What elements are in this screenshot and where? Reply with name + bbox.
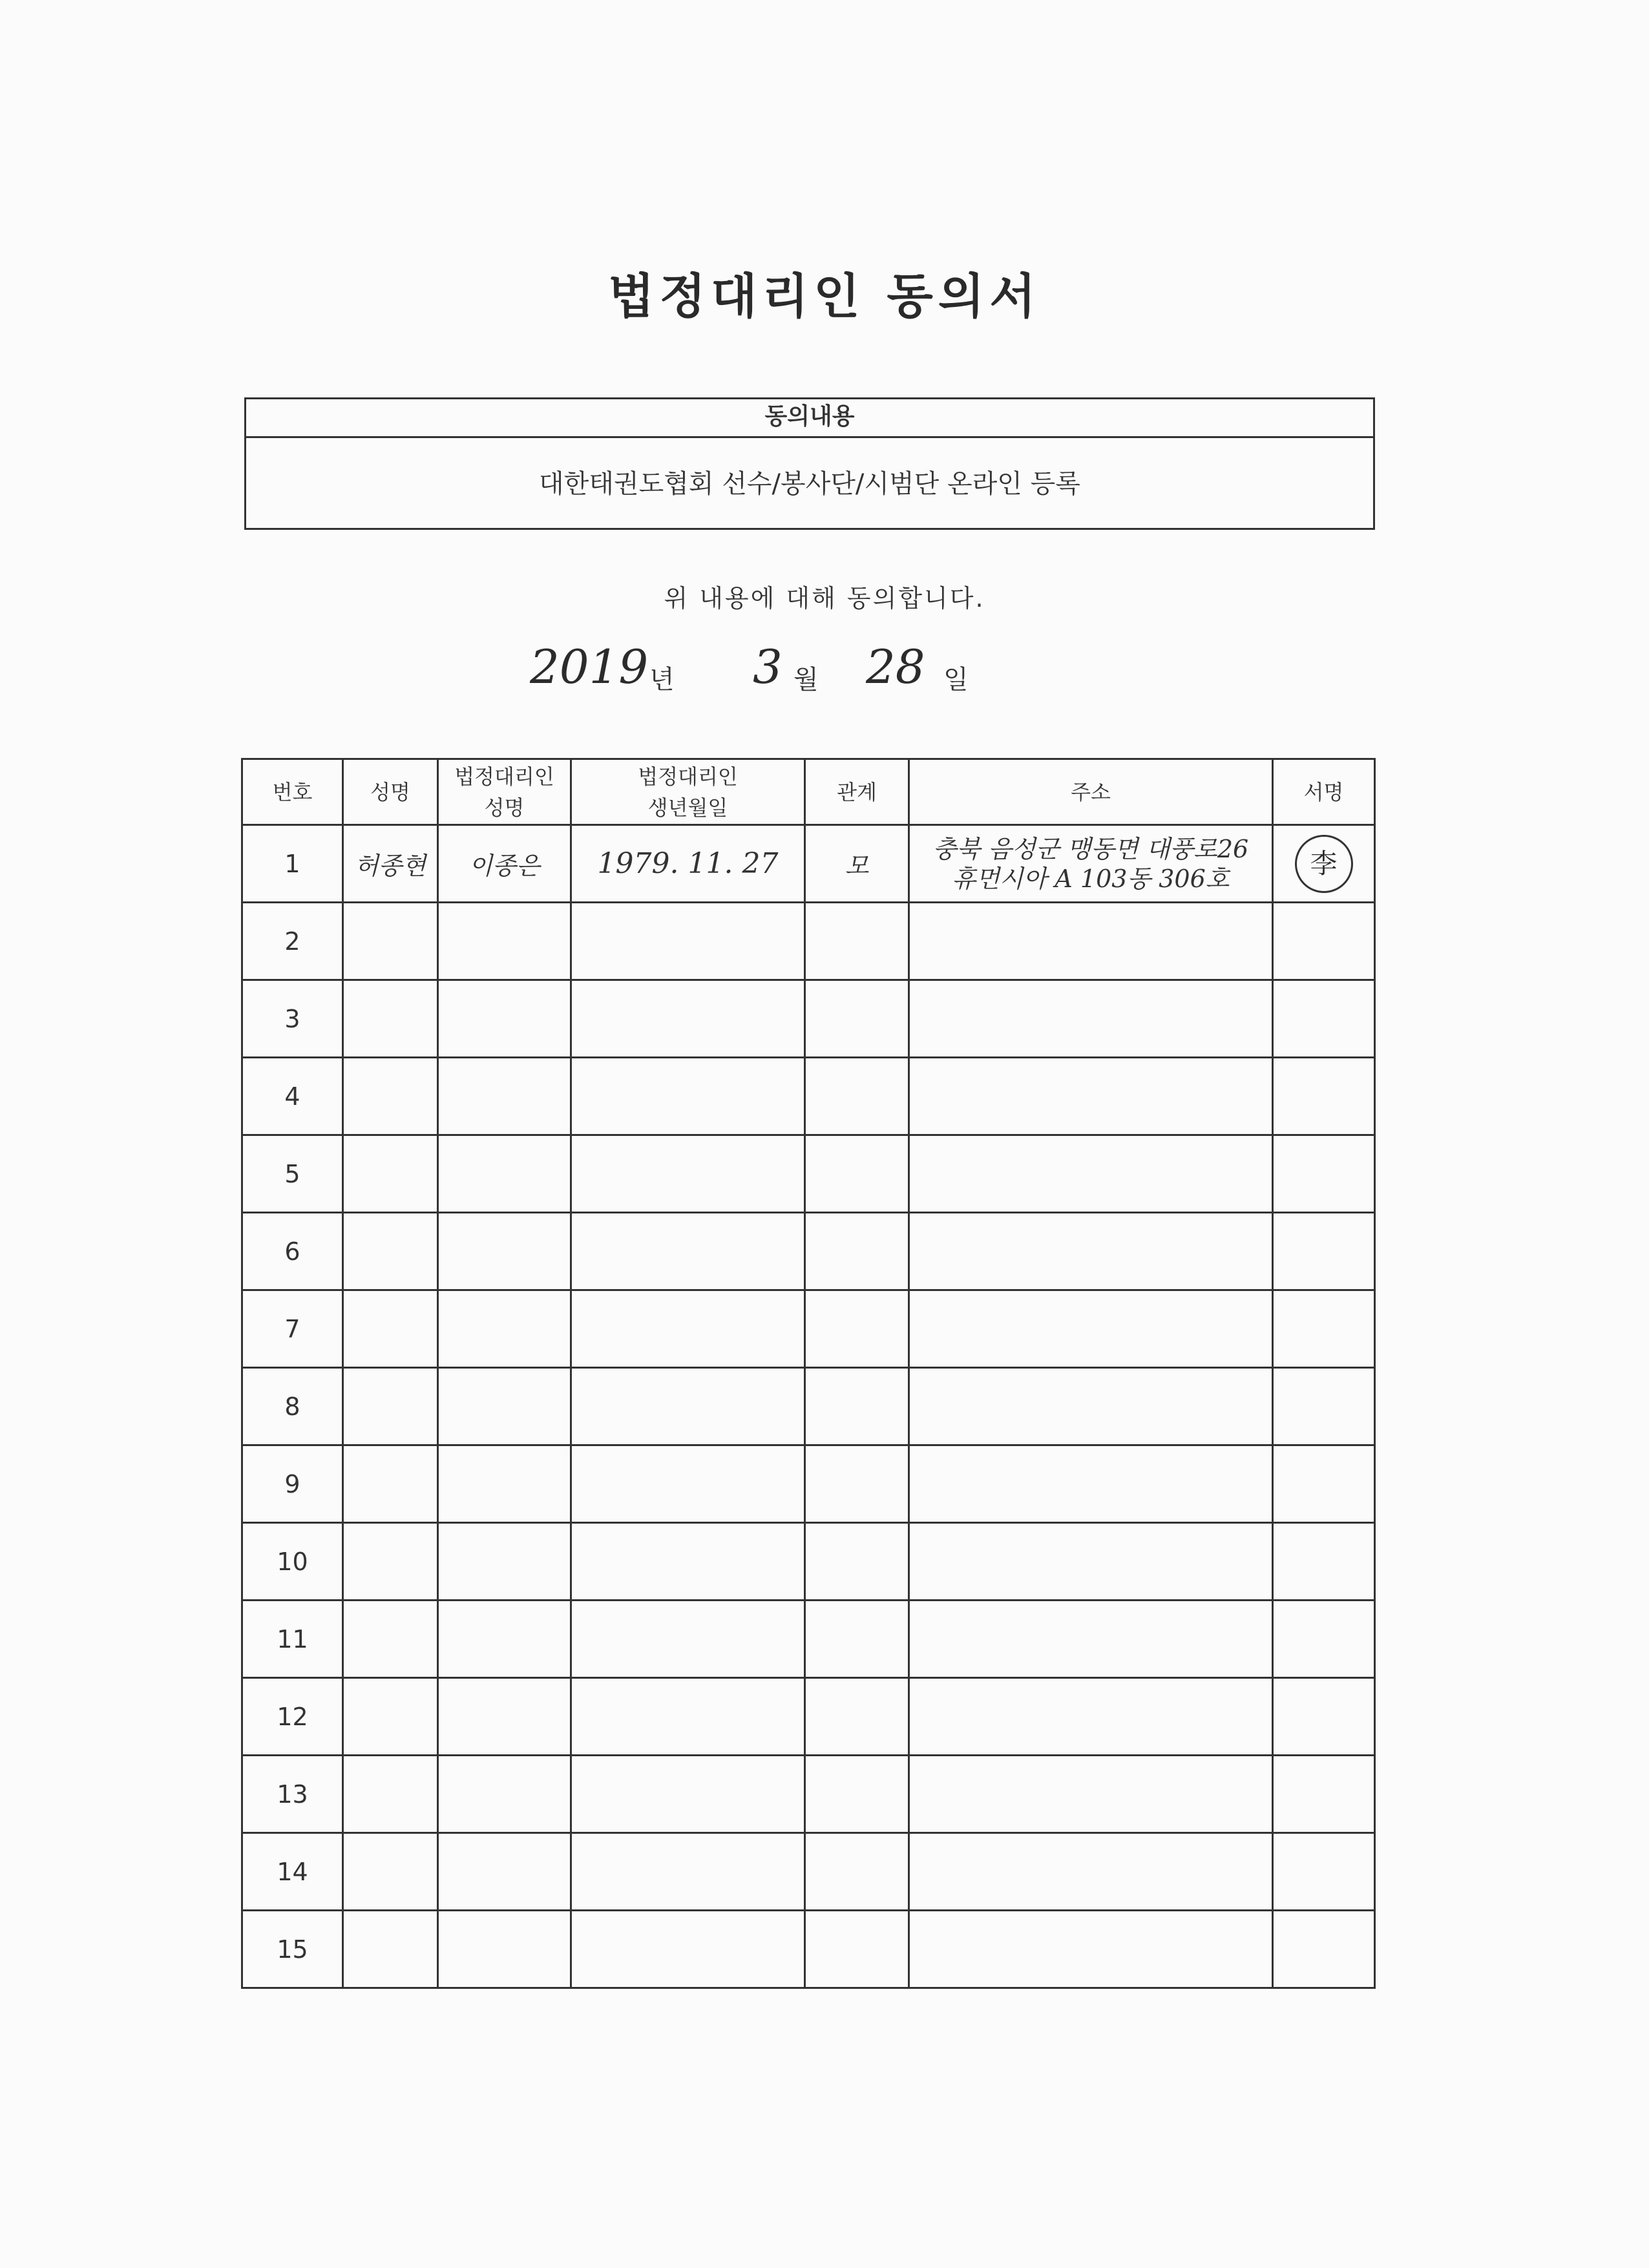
header-guardian-birth — [571, 759, 805, 825]
row-signature — [1273, 1135, 1375, 1213]
row-number: 8 — [242, 1368, 343, 1445]
row-name — [343, 1368, 438, 1445]
row-address — [909, 903, 1273, 980]
row-signature — [1273, 1601, 1375, 1678]
row-name — [343, 1523, 438, 1601]
row-number: 12 — [242, 1678, 343, 1756]
row-signature — [1273, 1756, 1375, 1833]
table-row — [242, 1523, 1375, 1601]
row-signature — [1273, 980, 1375, 1058]
row-signature — [1273, 1058, 1375, 1135]
table-row — [242, 1445, 1375, 1523]
row-number: 11 — [242, 1601, 343, 1678]
row-address — [909, 1833, 1273, 1911]
row-number: 9 — [242, 1445, 343, 1523]
header-guardian-name — [438, 759, 571, 825]
row-address — [909, 1213, 1273, 1290]
document-title: 법정대리인 동의서 — [608, 269, 1041, 324]
row-relation: 모 — [805, 825, 909, 903]
row-address — [909, 1601, 1273, 1678]
row-guardian-name — [438, 1213, 571, 1290]
date-month-unit: 월 — [793, 665, 819, 695]
row-guardian-name — [438, 1135, 571, 1213]
row-guardian-birth: 1979. 11. 27 — [571, 825, 805, 903]
row-name — [343, 980, 438, 1058]
table-row — [242, 1213, 1375, 1290]
row-guardian-name — [438, 1368, 571, 1445]
row-name — [343, 1445, 438, 1523]
row-guardian-name — [438, 1756, 571, 1833]
row-guardian-birth — [571, 1290, 805, 1368]
table-row — [242, 1833, 1375, 1911]
row-guardian-name — [438, 1833, 571, 1911]
row-relation — [805, 980, 909, 1058]
row-address-line2: 휴먼시아 A 103동 306호 — [952, 864, 1230, 893]
row-guardian-birth — [571, 1601, 805, 1678]
header-guardian-name-line1: 법정대리인 — [454, 764, 554, 789]
row-name — [343, 1213, 438, 1290]
row-guardian-birth — [571, 1445, 805, 1523]
row-guardian-birth — [571, 1058, 805, 1135]
row-guardian-birth — [571, 1678, 805, 1756]
row-signature — [1273, 903, 1375, 980]
row-relation — [805, 1756, 909, 1833]
table-row — [242, 1678, 1375, 1756]
row-number: 6 — [242, 1213, 343, 1290]
row-signature — [1273, 1911, 1375, 1988]
row-relation — [805, 1445, 909, 1523]
row-guardian-birth — [571, 980, 805, 1058]
header-relation: 관계 — [805, 759, 909, 825]
row-number: 2 — [242, 903, 343, 980]
header-no: 번호 — [242, 759, 343, 825]
date-month: 3 — [753, 640, 782, 694]
row-number: 5 — [242, 1135, 343, 1213]
row-number: 1 — [242, 825, 343, 903]
row-signature — [1273, 825, 1375, 903]
row-address — [909, 1058, 1273, 1135]
row-guardian-name — [438, 1445, 571, 1523]
date-year: 2019 — [530, 640, 649, 694]
table-row — [242, 903, 1375, 980]
row-address-line1: 충북 음성군 맹동면 대풍로26 — [932, 834, 1249, 863]
row-relation — [805, 1213, 909, 1290]
row-name — [343, 903, 438, 980]
table-row — [242, 1756, 1375, 1833]
header-guardian-name-line2: 성명 — [484, 795, 525, 820]
date-line — [0, 640, 1649, 704]
row-number: 10 — [242, 1523, 343, 1601]
row-guardian-name — [438, 1601, 571, 1678]
row-guardian-birth — [571, 903, 805, 980]
row-number: 14 — [242, 1833, 343, 1911]
table-row — [242, 1058, 1375, 1135]
row-address — [909, 1445, 1273, 1523]
table-row — [242, 1368, 1375, 1445]
row-relation — [805, 1911, 909, 1988]
consent-box — [244, 397, 1375, 530]
row-relation — [805, 1058, 909, 1135]
row-guardian-name — [438, 1290, 571, 1368]
table-body — [242, 825, 1375, 1988]
row-address — [909, 1756, 1273, 1833]
row-number: 4 — [242, 1058, 343, 1135]
row-guardian-name — [438, 980, 571, 1058]
row-address — [909, 1523, 1273, 1601]
row-guardian-birth — [571, 1213, 805, 1290]
row-name — [343, 1911, 438, 1988]
row-signature — [1273, 1678, 1375, 1756]
row-name — [343, 1756, 438, 1833]
row-address — [909, 1135, 1273, 1213]
header-signature: 서명 — [1273, 759, 1375, 825]
row-guardian-name — [438, 1523, 571, 1601]
row-address — [909, 1911, 1273, 1988]
row-number: 7 — [242, 1290, 343, 1368]
row-signature — [1273, 1833, 1375, 1911]
date-day-unit: 일 — [943, 665, 969, 695]
row-name — [343, 1135, 438, 1213]
header-guardian-birth-line1: 법정대리인 — [638, 764, 738, 789]
table-row — [242, 1135, 1375, 1213]
table-row — [242, 1911, 1375, 1988]
row-signature — [1273, 1445, 1375, 1523]
row-relation — [805, 903, 909, 980]
row-number: 15 — [242, 1911, 343, 1988]
row-signature — [1273, 1213, 1375, 1290]
header-address: 주소 — [909, 759, 1273, 825]
row-guardian-birth — [571, 1911, 805, 1988]
table-row — [242, 1290, 1375, 1368]
date-day: 28 — [866, 640, 925, 694]
table-header-row — [242, 759, 1375, 825]
row-guardian-birth — [571, 1833, 805, 1911]
consent-content: 대한태권도협회 선수/봉사단/시범단 온라인 등록 — [539, 469, 1080, 499]
header-name: 성명 — [343, 759, 438, 825]
row-guardian-name: 이종은 — [438, 825, 571, 903]
row-relation — [805, 1833, 909, 1911]
row-guardian-birth — [571, 1368, 805, 1445]
table-row — [242, 980, 1375, 1058]
row-guardian-name — [438, 1678, 571, 1756]
row-name — [343, 1058, 438, 1135]
header-guardian-birth-line2: 생년월일 — [647, 795, 728, 820]
row-number: 13 — [242, 1756, 343, 1833]
row-name — [343, 1290, 438, 1368]
table-row — [242, 825, 1375, 903]
row-guardian-name — [438, 1058, 571, 1135]
row-guardian-birth — [571, 1756, 805, 1833]
date-year-unit: 년 — [649, 665, 675, 695]
row-relation — [805, 1135, 909, 1213]
agreement-statement: 위 내용에 대해 동의합니다. — [664, 584, 985, 613]
guardian-table — [241, 758, 1376, 1989]
row-signature — [1273, 1290, 1375, 1368]
row-address — [909, 825, 1273, 903]
row-signature — [1273, 1523, 1375, 1601]
table-row — [242, 1601, 1375, 1678]
row-relation — [805, 1601, 909, 1678]
row-guardian-birth — [571, 1135, 805, 1213]
row-address — [909, 980, 1273, 1058]
row-address — [909, 1290, 1273, 1368]
row-name — [343, 1833, 438, 1911]
row-number: 3 — [242, 980, 343, 1058]
row-guardian-birth — [571, 1523, 805, 1601]
row-guardian-name — [438, 1911, 571, 1988]
row-address — [909, 1368, 1273, 1445]
row-name — [343, 1678, 438, 1756]
row-relation — [805, 1368, 909, 1445]
row-name: 허종현 — [343, 825, 438, 903]
row-relation — [805, 1678, 909, 1756]
row-relation — [805, 1523, 909, 1601]
row-guardian-name — [438, 903, 571, 980]
row-address — [909, 1678, 1273, 1756]
row-signature — [1273, 1368, 1375, 1445]
row-name — [343, 1601, 438, 1678]
row-relation — [805, 1290, 909, 1368]
consent-heading: 동의내용 — [246, 399, 1373, 438]
signature-seal: 李 — [1295, 835, 1353, 893]
